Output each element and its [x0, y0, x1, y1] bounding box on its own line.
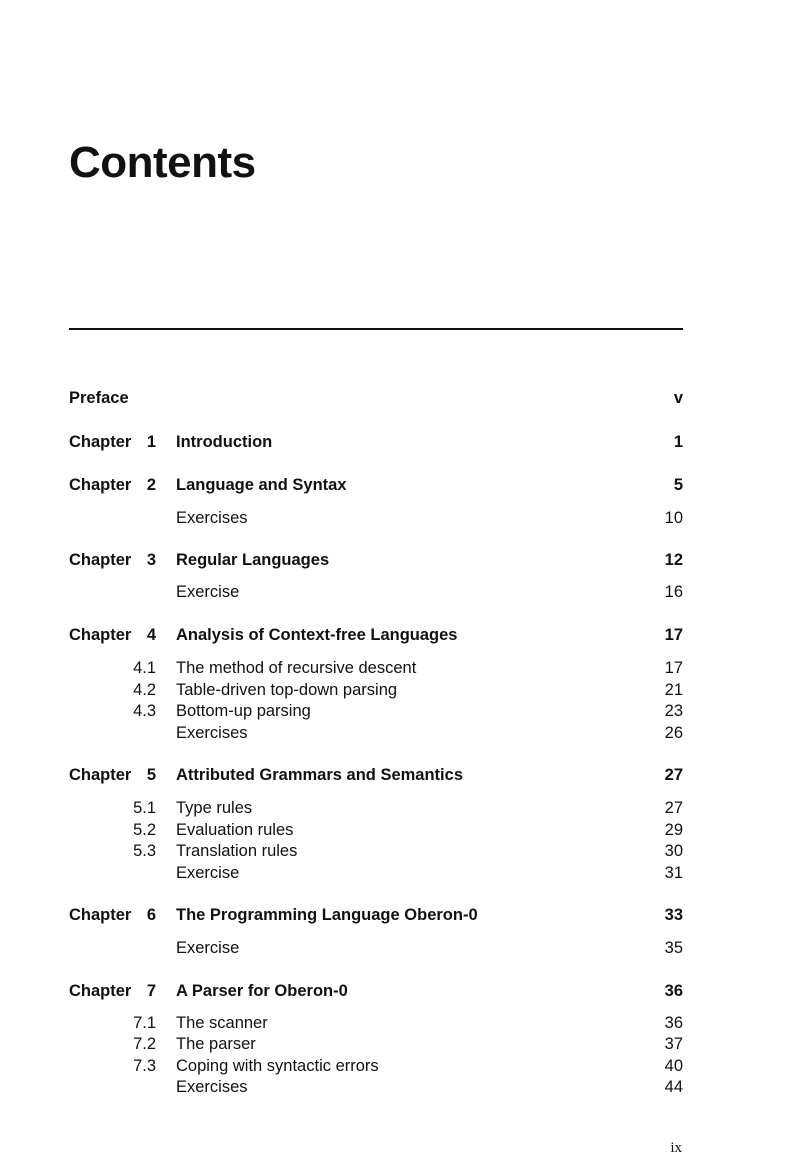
toc-section-entry [0, 507, 800, 529]
toc-entry-title: The scanner [176, 1014, 268, 1032]
toc-section-entry [0, 797, 800, 819]
toc-entry-label: Chapter [69, 626, 132, 644]
toc-entry-number: 5.2 [133, 821, 156, 839]
toc-section-entry [0, 840, 800, 862]
toc-entry-title: Exercise [176, 939, 240, 957]
toc-entry-label: Chapter [69, 476, 132, 494]
toc-entry-page: 29 [664, 821, 683, 839]
toc-entry-page: 17 [664, 626, 683, 644]
toc-entry-number: 4.3 [133, 702, 156, 720]
toc-entry-number: 2 [146, 476, 156, 494]
toc-entry-label: Chapter [69, 433, 132, 451]
toc-entry-label: Chapter [69, 551, 132, 569]
toc-entry-page: 33 [664, 906, 683, 924]
toc-entry-title: Exercises [176, 509, 248, 527]
toc-entry-page: 5 [673, 476, 683, 494]
toc-section-entry [0, 819, 800, 841]
toc-entry-number: 7.1 [133, 1014, 156, 1032]
page-number: ix [670, 1140, 682, 1156]
toc-entry-page: 36 [664, 1014, 683, 1032]
title-rule [69, 328, 683, 330]
toc-entry-page: 40 [664, 1057, 683, 1075]
toc-section-entry [0, 937, 800, 959]
toc-entry-page: 36 [664, 982, 683, 1000]
toc-entry-title: Translation rules [176, 842, 298, 860]
toc-section-entry [0, 1055, 800, 1077]
toc-section-entry [0, 1012, 800, 1034]
toc-chapter-entry [0, 387, 800, 409]
toc-entry-number: 5.3 [133, 842, 156, 860]
toc-entry-page: 31 [664, 864, 683, 882]
toc-section-entry [0, 700, 800, 722]
toc-entry-page: 27 [664, 766, 683, 784]
toc-entry-page: 26 [664, 724, 683, 742]
toc-chapter-entry [0, 549, 800, 571]
toc-entry-title: Analysis of Context-free Languages [176, 626, 458, 644]
toc-entry-title: Table-driven top-down parsing [176, 681, 398, 699]
toc-entry-title: The method of recursive descent [176, 659, 417, 677]
toc-entry-title: Regular Languages [176, 551, 330, 569]
toc-section-entry [0, 679, 800, 701]
toc-entry-page: 12 [664, 551, 683, 569]
toc-entry-title: Exercises [176, 724, 248, 742]
toc-entry-title: Introduction [176, 433, 273, 451]
toc-entry-number: 1 [146, 433, 156, 451]
toc-entry-page: 27 [664, 799, 683, 817]
toc-entry-number: 7.2 [133, 1035, 156, 1053]
toc-entry-label: Chapter [69, 982, 132, 1000]
page-title: Contents [69, 138, 256, 187]
toc-entry-title: Type rules [176, 799, 253, 817]
toc-chapter-entry [0, 904, 800, 926]
toc-entry-title: The parser [176, 1035, 256, 1053]
toc-entry-number: 4 [146, 626, 156, 644]
toc-entry-page: 1 [673, 433, 683, 451]
toc-section-entry [0, 657, 800, 679]
toc-entry-title: The Programming Language Oberon-0 [176, 906, 478, 924]
toc-entry-number: 6 [146, 906, 156, 924]
toc-entry-label: Preface [69, 389, 129, 407]
toc-entry-number: 7.3 [133, 1057, 156, 1075]
toc-entry-title: Attributed Grammars and Semantics [176, 766, 463, 784]
toc-entry-number: 5.1 [133, 799, 156, 817]
toc-chapter-entry [0, 431, 800, 453]
toc-chapter-entry [0, 980, 800, 1002]
toc-entry-title: Exercise [176, 583, 240, 601]
toc-entry-title: Exercises [176, 1078, 248, 1096]
toc-section-entry [0, 862, 800, 884]
toc-entry-page: 35 [664, 939, 683, 957]
toc-entry-title: Exercise [176, 864, 240, 882]
toc-entry-number: 4.2 [133, 681, 156, 699]
toc-entry-title: Evaluation rules [176, 821, 294, 839]
toc-entry-number: 4.1 [133, 659, 156, 677]
toc-entry-page: 17 [664, 659, 683, 677]
toc-section-entry [0, 581, 800, 603]
toc-entry-number: 7 [146, 982, 156, 1000]
toc-entry-label: Chapter [69, 766, 132, 784]
toc-chapter-entry [0, 624, 800, 646]
toc-section-entry [0, 1033, 800, 1055]
toc-entry-page: 30 [664, 842, 683, 860]
toc-section-entry [0, 722, 800, 744]
toc-entry-title: A Parser for Oberon-0 [176, 982, 348, 1000]
toc-entry-title: Bottom-up parsing [176, 702, 311, 720]
toc-section-entry [0, 1076, 800, 1098]
toc-entry-title: Coping with syntactic errors [176, 1057, 379, 1075]
toc-entry-page: 37 [664, 1035, 683, 1053]
toc-entry-page: 21 [664, 681, 683, 699]
toc-entry-page: 16 [664, 583, 683, 601]
toc-entry-page: v [673, 389, 683, 407]
toc-entry-title: Language and Syntax [176, 476, 347, 494]
toc-entry-page: 10 [664, 509, 683, 527]
toc-entry-number: 5 [146, 766, 156, 784]
toc-chapter-entry [0, 764, 800, 786]
toc-entry-number: 3 [146, 551, 156, 569]
toc-entry-page: 23 [664, 702, 683, 720]
toc-entry-page: 44 [664, 1078, 683, 1096]
toc-chapter-entry [0, 474, 800, 496]
toc-entry-label: Chapter [69, 906, 132, 924]
